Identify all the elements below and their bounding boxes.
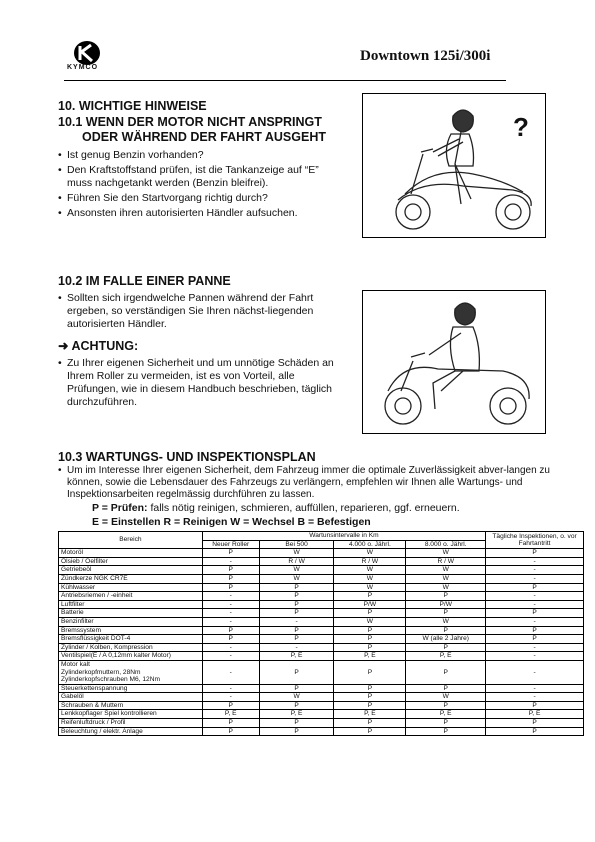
table-cell: P <box>259 660 334 684</box>
illustration-rider-walking-scooter <box>362 93 546 238</box>
row-label: Lenkkopflager Spiel kontrollieren <box>59 710 203 719</box>
table-cell: P <box>334 626 406 635</box>
legend-line-2: E = Einstellen R = Reinigen W = Wechsel B = Befestigen <box>92 516 371 528</box>
table-cell: P <box>486 583 584 592</box>
row-label: Kühlwasser <box>59 583 203 592</box>
table-row <box>59 574 584 583</box>
maintenance-table <box>58 531 584 736</box>
table-cell: - <box>486 684 584 693</box>
table-cell: P <box>486 719 584 728</box>
row-label: Schrauben & Muttern <box>59 701 203 710</box>
table-row <box>59 557 584 566</box>
table-cell: W <box>259 549 334 558</box>
row-label: Ölsieb / Oelfilter <box>59 557 203 566</box>
row-label: Bremssystem <box>59 626 203 635</box>
table-cell: P <box>486 727 584 736</box>
table-cell: P <box>259 701 334 710</box>
table-cell: - <box>486 617 584 626</box>
table-cell: P <box>334 701 406 710</box>
warning-list <box>58 357 334 411</box>
table-cell: P <box>202 566 259 575</box>
header-intervals: Wartunsintervalle in Km <box>202 532 485 541</box>
table-cell: - <box>202 693 259 702</box>
table-row <box>59 652 584 661</box>
table-cell: P, E <box>406 652 486 661</box>
scooter-rider-drawing <box>363 94 545 237</box>
table-cell: P <box>259 592 334 601</box>
table-cell: W <box>406 574 486 583</box>
table-cell: P <box>259 727 334 736</box>
table-cell: P, E <box>259 652 334 661</box>
table-cell: - <box>486 574 584 583</box>
table-cell: - <box>486 600 584 609</box>
table-cell: - <box>486 660 584 684</box>
header-daily: Tägliche Inspektionen, o. vor Fahrtantritt <box>486 532 584 549</box>
table-cell: - <box>259 643 334 652</box>
table-row <box>59 635 584 644</box>
table-cell: W <box>406 617 486 626</box>
row-label: Zylinder / Kolben, Kompression <box>59 643 203 652</box>
table-cell: R / W <box>259 557 334 566</box>
table-cell: - <box>486 566 584 575</box>
list-item: • Zu Ihrer eigenen Sicherheit und um unnötige Schäden an Ihrem Roller zu vermeiden, ist es von Vorteil, alle Prüfungen, wie in diesem Handbuch beschrieben, täglich durchzuführen. <box>58 357 334 409</box>
row-label: Getriebeöl <box>59 566 203 575</box>
table-cell: P, E <box>202 710 259 719</box>
table-cell: P <box>406 701 486 710</box>
row-label: Batterie <box>59 609 203 618</box>
table-cell: P <box>334 719 406 728</box>
row-label: Bremsflüssigkeit DOT-4 <box>59 635 203 644</box>
warning-title: ACHTUNG: <box>71 339 139 353</box>
table-cell: P <box>486 701 584 710</box>
list-item: • Um im Interesse Ihrer eigenen Sicherheit, dem Fahrzeug immer die optimale Zuverlässigkeit abver-langen zu können, sowie die Lebensdauer des Fahrzeugs zu verlängern, empfehlen wir Ihnen alle Wartungs- und Inspektionsarbeiten regelmässig durchführen zu lassen. <box>58 465 558 501</box>
table-cell: P <box>202 549 259 558</box>
table-cell: P <box>406 660 486 684</box>
table-cell: P <box>259 583 334 592</box>
section-10-3-intro <box>58 465 558 503</box>
table-cell: P <box>406 643 486 652</box>
table-cell: R / W <box>406 557 486 566</box>
logo-text: KYMCO <box>67 64 99 71</box>
header-bereich: Bereich <box>59 532 203 549</box>
table-cell: P <box>202 583 259 592</box>
table-cell: W <box>259 693 334 702</box>
table-cell: P <box>334 727 406 736</box>
table-cell: W (alle 2 Jahre) <box>406 635 486 644</box>
row-label: Beleuchtung / elektr. Anlage <box>59 727 203 736</box>
row-label: Luftfilter <box>59 600 203 609</box>
table-cell: P, E <box>334 710 406 719</box>
scooter-seated-drawing <box>363 291 545 433</box>
row-label-line: Zylinderkopfschrauben M6, 12Nm <box>61 676 160 684</box>
legend-line-1 <box>92 502 460 515</box>
section-10-1-title-line1: 10.1 WENN DER MOTOR NICHT ANSPRINGT <box>58 115 322 129</box>
table-cell: P <box>259 635 334 644</box>
table-cell: P <box>406 727 486 736</box>
table-cell: P <box>334 635 406 644</box>
table-cell: - <box>202 609 259 618</box>
table-cell: P, E <box>259 710 334 719</box>
table-cell: P <box>486 549 584 558</box>
table-row <box>59 660 584 684</box>
table-row <box>59 626 584 635</box>
table-row <box>59 600 584 609</box>
row-label: Antriebsriemen / -einheit <box>59 592 203 601</box>
table-row <box>59 609 584 618</box>
row-label: Steuerkettenspannung <box>59 684 203 693</box>
section-10-1-list <box>58 149 340 222</box>
table-body <box>59 549 584 736</box>
table-row <box>59 719 584 728</box>
table-cell: P <box>202 701 259 710</box>
row-label: Gabelöl <box>59 693 203 702</box>
illustration-rider-on-scooter <box>362 290 546 434</box>
table-row <box>59 617 584 626</box>
table-cell: W <box>406 583 486 592</box>
table-row <box>59 684 584 693</box>
row-label-line: Motor kalt <box>61 660 90 668</box>
row-label: Ventilspiel(E / A 0,12mm kalter Motor) <box>59 652 203 661</box>
table-cell: P <box>202 727 259 736</box>
table-cell: P <box>334 609 406 618</box>
table-cell: - <box>202 643 259 652</box>
table-cell: P <box>334 660 406 684</box>
table-row <box>59 643 584 652</box>
list-item: • Sollten sich irgendwelche Pannen während der Fahrt ergeben, so verständigen Sie Ihren nächst-liegenden autorisierten Händler. <box>58 292 328 331</box>
table-cell: - <box>202 652 259 661</box>
table-row <box>59 727 584 736</box>
table-cell: - <box>486 643 584 652</box>
table-cell: W <box>334 549 406 558</box>
table-cell: P <box>259 600 334 609</box>
table-cell: P <box>486 626 584 635</box>
table-cell: - <box>486 652 584 661</box>
table-cell: P <box>406 719 486 728</box>
table-cell: P, E <box>406 710 486 719</box>
section-10-title: 10. WICHTIGE HINWEISE <box>58 99 207 113</box>
table-cell: P <box>334 643 406 652</box>
table-cell: P <box>334 693 406 702</box>
table-cell: P <box>406 592 486 601</box>
header-rule <box>64 80 506 81</box>
table-cell: W <box>406 566 486 575</box>
table-cell: P, E <box>334 652 406 661</box>
table-cell: P <box>486 609 584 618</box>
list-item: • Ist genug Benzin vorhanden? <box>58 149 340 162</box>
table-row <box>59 583 584 592</box>
header-col: 4.000 o. Jährl. <box>334 540 406 549</box>
row-label: Zündkerze NGK CR7E <box>59 574 203 583</box>
table-cell: - <box>486 557 584 566</box>
header-col: Bei 500 <box>259 540 334 549</box>
table-cell: P, E <box>486 710 584 719</box>
row-label: Benzinfilter <box>59 617 203 626</box>
table-cell: P <box>202 719 259 728</box>
section-10-3-title: 10.3 WARTUNGS- UND INSPEKTIONSPLAN <box>58 450 316 464</box>
table-cell: P <box>259 719 334 728</box>
table-cell: W <box>259 574 334 583</box>
row-label <box>59 660 203 684</box>
header-col: Neuer Roller <box>202 540 259 549</box>
model-title: Downtown 125i/300i <box>360 48 491 64</box>
table-row <box>59 592 584 601</box>
table-cell: P <box>259 684 334 693</box>
table-cell: - <box>202 557 259 566</box>
table-cell: P <box>486 635 584 644</box>
table-cell: W <box>406 693 486 702</box>
table-cell: W <box>334 617 406 626</box>
table-cell: - <box>202 660 259 684</box>
table-header-row <box>59 532 584 541</box>
table-cell: R / W <box>334 557 406 566</box>
row-label: Motoröl <box>59 549 203 558</box>
table-cell: P <box>334 684 406 693</box>
row-label: Reifenluftdruck / Profil <box>59 719 203 728</box>
legend-p-text: falls nötig reinigen, schmieren, auffüllen, reparieren, ggf. erneuern. <box>150 502 460 514</box>
table-cell: P <box>202 574 259 583</box>
table-cell: P <box>406 626 486 635</box>
table-row <box>59 566 584 575</box>
warning-heading <box>58 339 138 354</box>
table-row <box>59 693 584 702</box>
table-cell: P/W <box>406 600 486 609</box>
table-cell: P <box>334 592 406 601</box>
list-item: • Führen Sie den Startvorgang richtig durch? <box>58 192 340 205</box>
table-cell: - <box>486 592 584 601</box>
table-cell: W <box>406 549 486 558</box>
section-10-1-title-line2: ODER WÄHREND DER FAHRT AUSGEHT <box>82 130 326 144</box>
table-cell: W <box>334 574 406 583</box>
table-cell: P/W <box>334 600 406 609</box>
table-cell: P <box>202 626 259 635</box>
table-cell: P <box>259 626 334 635</box>
question-mark: ? <box>513 112 529 142</box>
table-cell: - <box>486 693 584 702</box>
row-label-line: Zylinderkopfmuttern, 28Nm <box>61 668 141 676</box>
table-cell: - <box>202 617 259 626</box>
section-10-2-list <box>58 292 328 333</box>
table-cell: P <box>202 635 259 644</box>
legend-p-key: P = Prüfen: <box>92 502 148 514</box>
table-cell: P <box>406 609 486 618</box>
table-row <box>59 549 584 558</box>
table-cell: P <box>406 684 486 693</box>
table-cell: - <box>259 617 334 626</box>
table-cell: - <box>202 592 259 601</box>
list-item: • Ansonsten ihren autorisierten Händler aufsuchen. <box>58 207 340 220</box>
section-10-2-title: 10.2 IM FALLE EINER PANNE <box>58 274 231 288</box>
table-row <box>59 701 584 710</box>
table-cell: W <box>334 566 406 575</box>
table-cell: P <box>259 609 334 618</box>
table-cell: - <box>202 600 259 609</box>
list-item: • Den Kraftstoffstand prüfen, ist die Tankanzeige auf “E” muss nachgetankt werden (Benzin bleifrei). <box>58 164 340 190</box>
table-cell: W <box>334 583 406 592</box>
header-col: 8.000 o. Jährl. <box>406 540 486 549</box>
table-cell: W <box>259 566 334 575</box>
arrow-right-icon: ➜ <box>58 339 72 353</box>
table-cell: - <box>202 684 259 693</box>
table-row <box>59 710 584 719</box>
